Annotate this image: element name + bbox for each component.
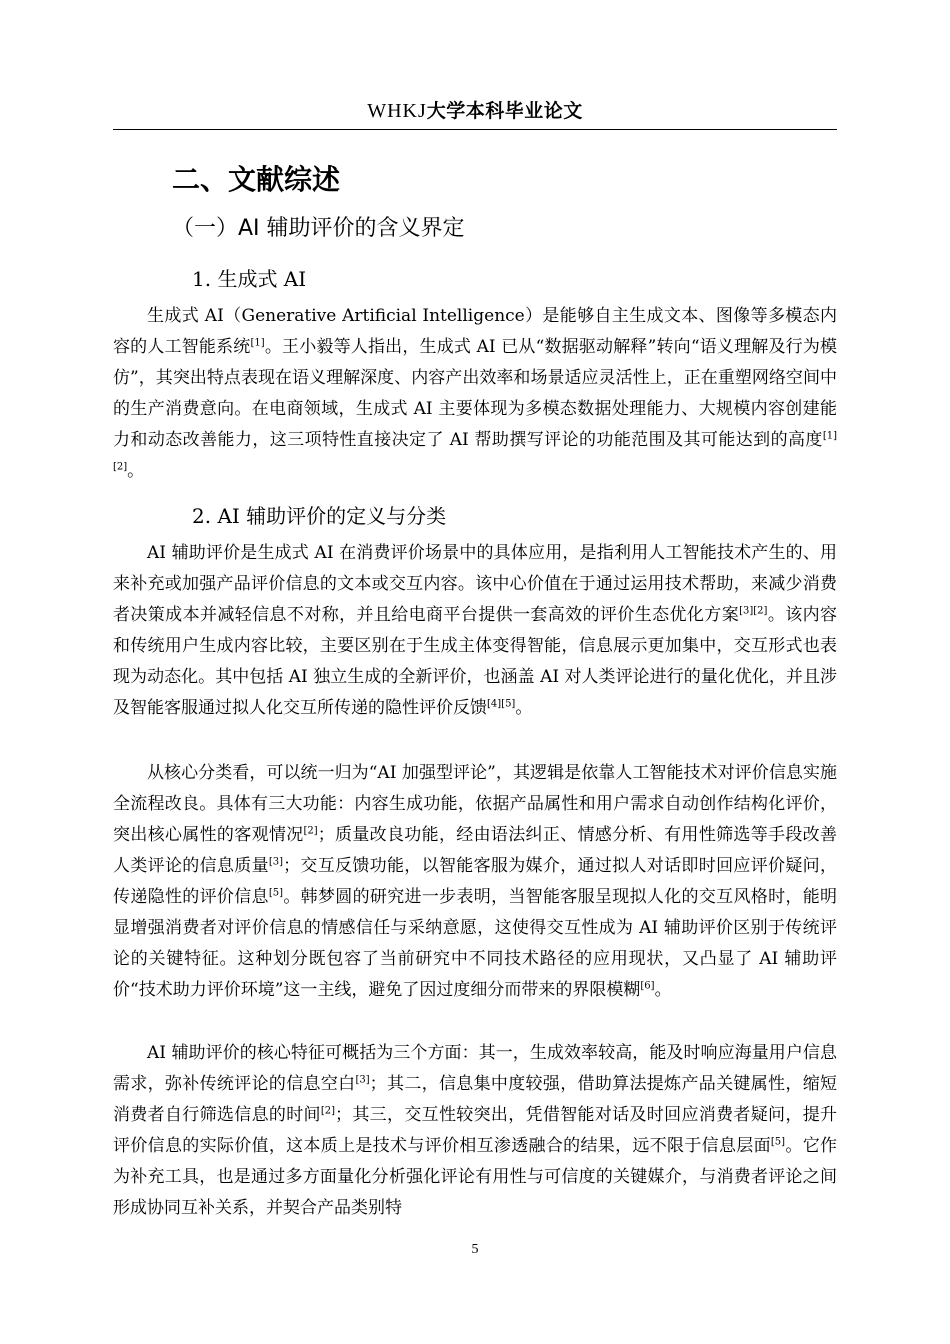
paragraph-3: [113, 758, 837, 1006]
citation-marker: [1]: [250, 337, 265, 349]
text-run: 从核心分类看，可以统一归为“AI 加强型评论”，其逻辑是依靠人工智能技术对评价信息实施全流程改良。具体有三大功能：内容生成功能，依据产品属性和用户需求自动创作结构化评价，突出核心属性的客观情况: [113, 763, 837, 845]
citation-marker: [3]: [268, 856, 284, 868]
text-run: 。王小毅等人指出，生成式 AI 已从“数据驱动解释”转向“语义理解及行为模仿”，其突出特点表现在语义理解深度、内容产出效率和场景适应灵活性上，正在重塑网络空间中的生产消费意向。在电商领域，生成式 AI 主要体现为多模态数据处理能力、大规模内容创建能力和动态改善能力，这三项特性直接决定了 AI 帮助撰写评论的功能范围及其可能达到的高度: [113, 337, 838, 450]
text-run: 。韩梦圆的研究进一步表明，当智能客服呈现拟人化的交互风格时，能明显增强消费者对评价信息的情感信任与采纳意愿，这使得交互性成为 AI 辅助评价区别于传统评论的关键特征。这种划分既包容了当前研究中不同技术路径的应用现状，又凸显了 AI 辅助评价“技术助力评价环境”这一主线，避免了因过度细分而带来的界限模糊: [113, 887, 838, 1000]
header-title: 大学本科毕业论文: [426, 100, 583, 122]
text-run: 。: [515, 698, 533, 718]
citation-marker: [2]: [303, 825, 318, 837]
text-run: AI 辅助评价的核心特征可概括为三个方面：其一，生成效率较高，能及时响应海量用户信息需求，弥补传统评论的信息空白: [113, 1043, 837, 1094]
paragraph-1: [113, 301, 837, 487]
text-run: 。: [127, 461, 145, 481]
page-number: 5: [471, 1242, 479, 1257]
section-title: 二、文献综述: [172, 163, 341, 196]
text-run: 。它作为补充工具，也是通过多方面量化分析强化评论有用性与可信度的关键媒介，与消费者评论之间形成协同互补关系，并契合产品类别特: [113, 1136, 838, 1218]
text-run: 。该内容和传统用户生成内容比较，主要区别在于生成主体变得智能，信息展示更加集中，交互形式也表现为动态化。其中包括 AI 独立生成的全新评价，也涵盖 AI 对人类评论进行的量化优化，并且涉及智能客服通过拟人化交互所传递的隐性评价反馈: [113, 605, 838, 718]
text-run: ；其三，交互性较突出，凭借智能对话及时回应消费者疑问，提升评价信息的实际价值，这本质上是技术与评价相互渗透融合的结果，远不限于信息层面: [113, 1105, 838, 1156]
text-run: AI 辅助评价是生成式 AI 在消费评价场景中的具体应用，是指利用人工智能技术产生的、用来补充或加强产品评价信息的文本或交互内容。该中心价值在于通过运用技术帮助，来减少消费者决策成本并减轻信息不对称，并且给电商平台提供一套高效的评价生态优化方案: [113, 543, 837, 625]
citation-marker: [3][2]: [739, 605, 768, 617]
citation-marker: [4][5]: [487, 698, 516, 710]
header-rule: [113, 129, 837, 130]
paragraph-4: [113, 1038, 837, 1224]
running-header: [0, 96, 950, 123]
subsubsection-title-2: 2. AI 辅助评价的定义与分类: [192, 504, 447, 528]
citation-marker: [3]: [355, 1074, 370, 1086]
subsection-title: （一）AI 辅助评价的含义界定: [172, 216, 465, 241]
citation-marker: [5]: [770, 1136, 786, 1148]
citation-marker: [6]: [640, 980, 655, 992]
citation-marker: [2]: [320, 1105, 336, 1117]
subsubsection-title-1: 1. 生成式 AI: [192, 267, 307, 291]
text-run: 。: [654, 980, 672, 1000]
paragraph-2: [113, 538, 837, 724]
text-run: ；其二，信息集中度较强，借助算法提炼产品关键属性，缩短消费者自行筛选信息的时间: [113, 1074, 838, 1125]
citation-marker: [5]: [268, 887, 283, 899]
header-prefix: WHKJ: [367, 100, 427, 122]
text-run: ；交互反馈功能，以智能客服为媒介，通过拟人对话即时回应评价疑问，传递隐性的评价信息: [113, 856, 838, 907]
text-run: 生成式 AI（Generative Artificial Intelligence）是能够自主生成文本、图像等多模态内容的人工智能系统: [113, 306, 837, 357]
citation-marker: [1][2]: [113, 430, 837, 473]
text-run: ；质量改良功能，经由语法纠正、情感分析、有用性筛选等手段改善人类评论的信息质量: [113, 825, 838, 876]
